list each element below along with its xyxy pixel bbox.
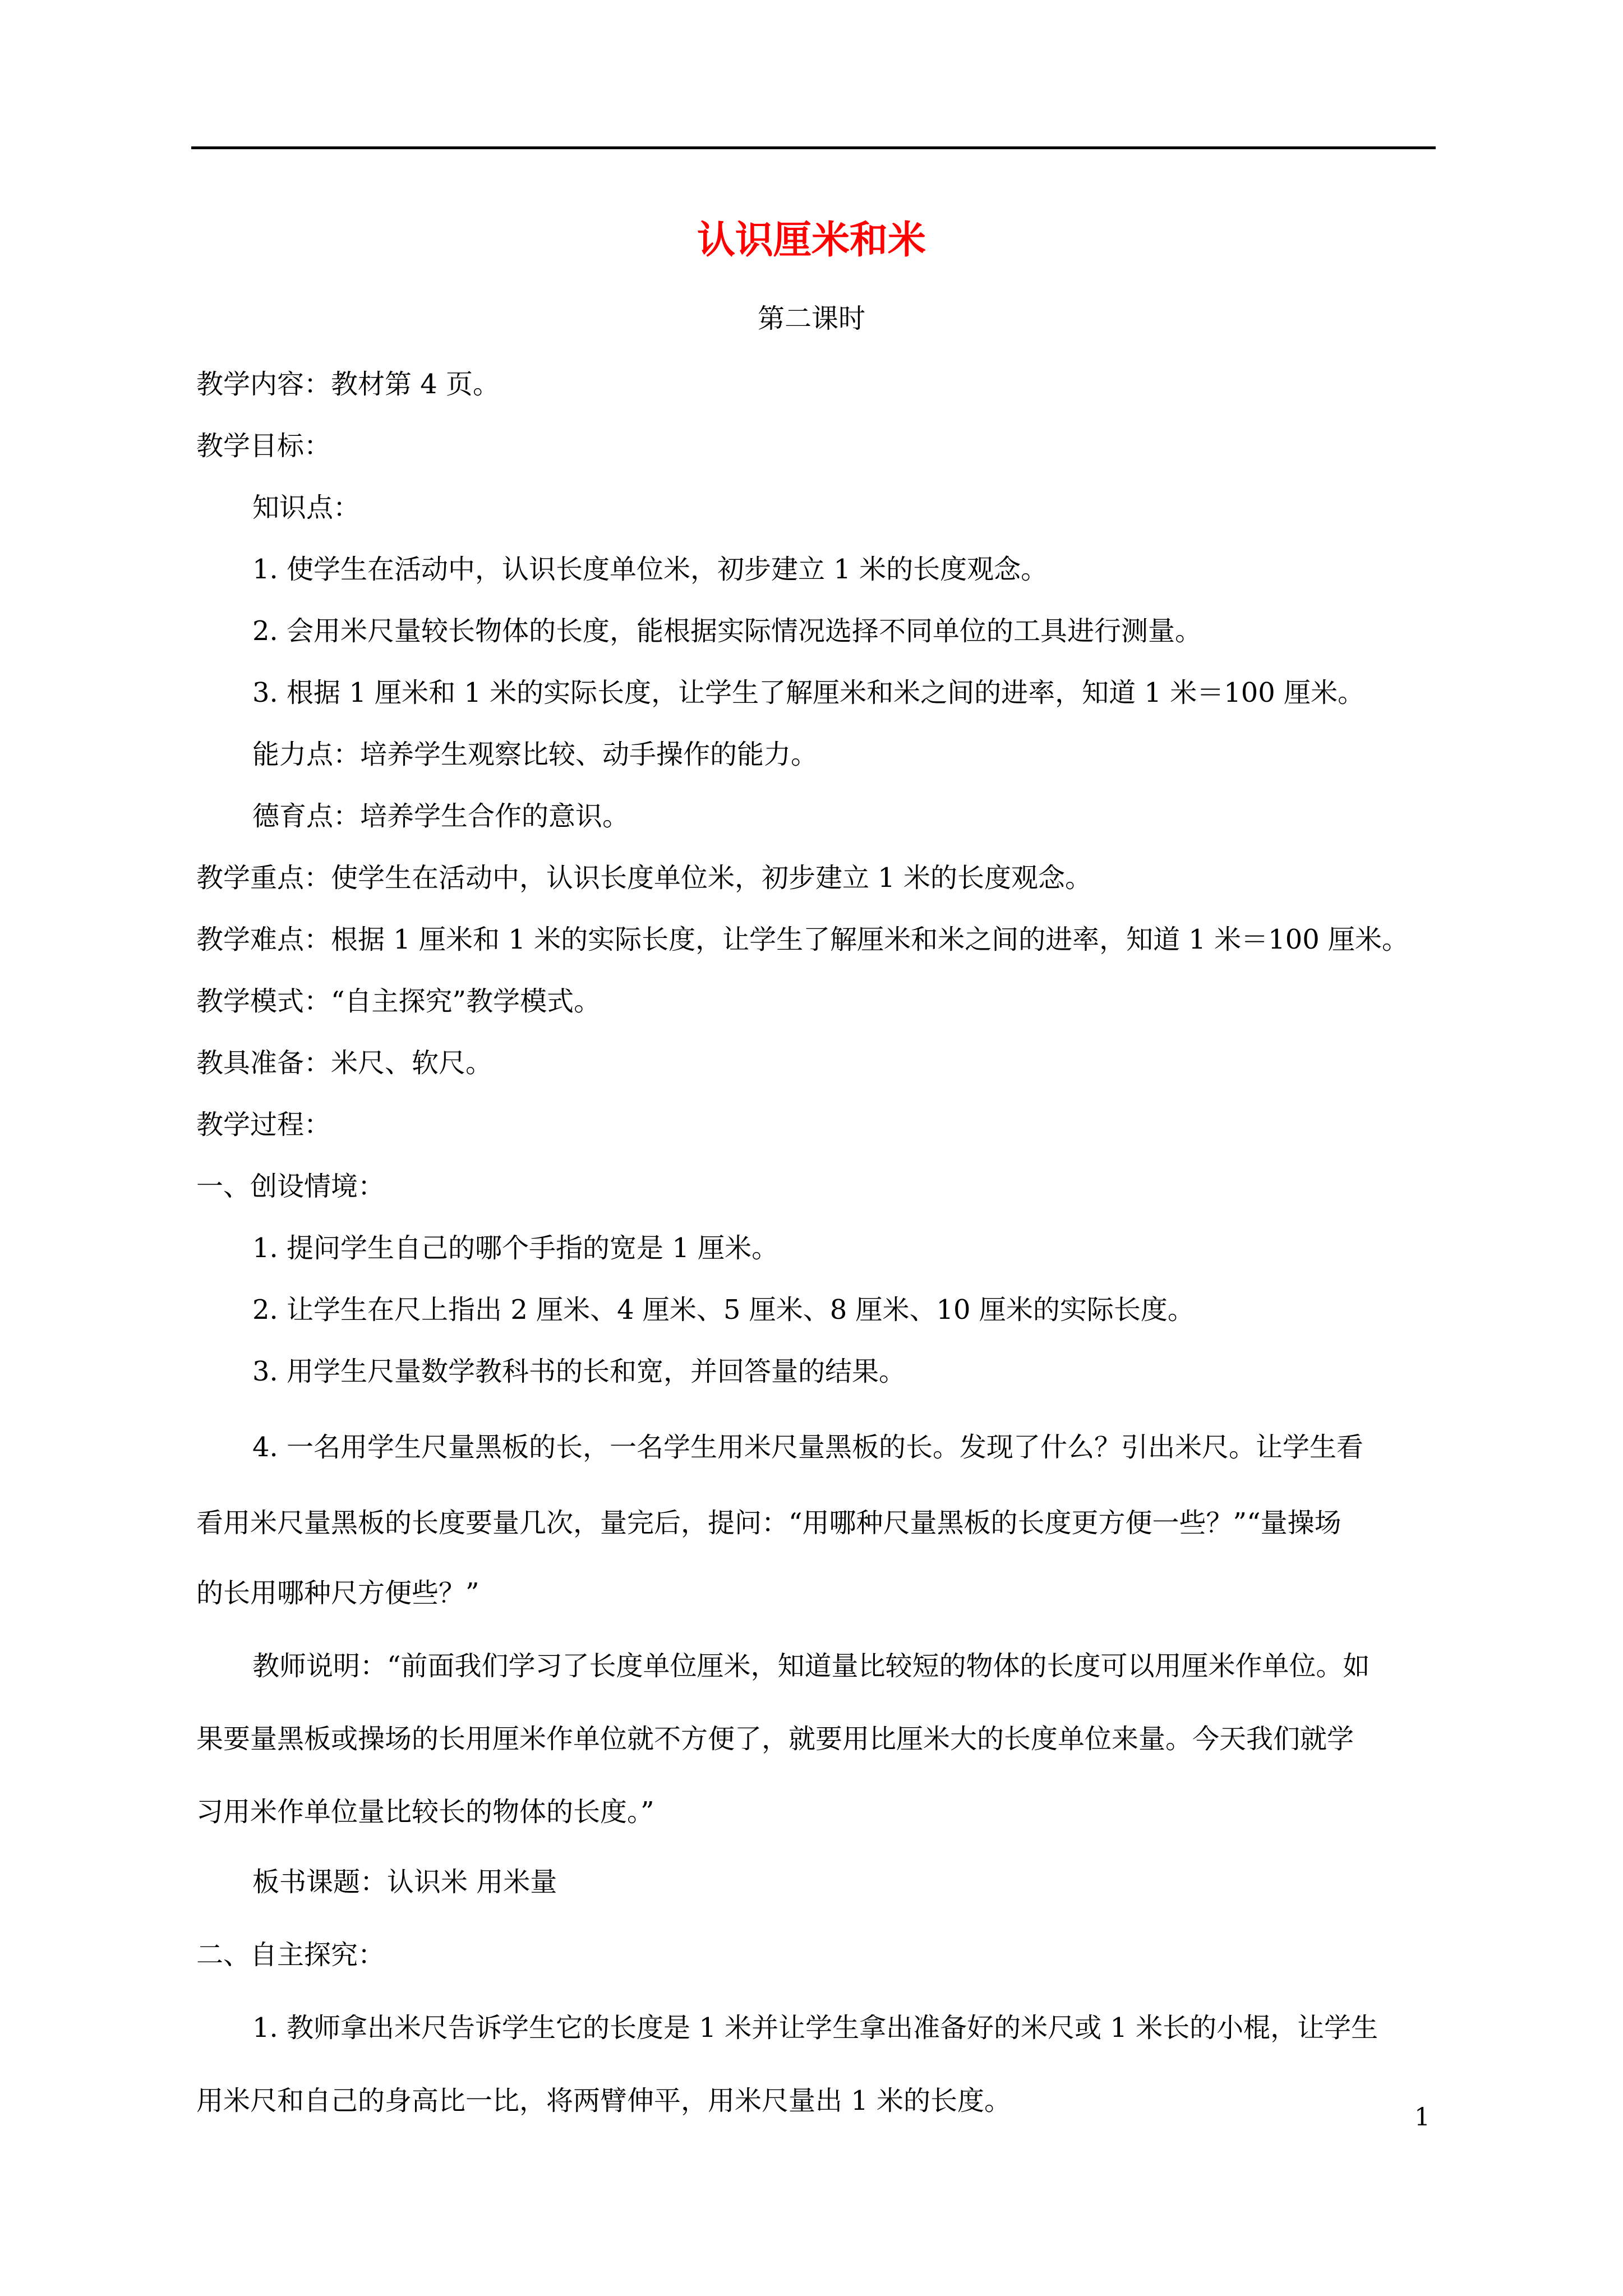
page-number: 1	[1414, 2103, 1430, 2132]
teaching-aids: 教具准备：米尺、软尺。	[196, 1047, 493, 1079]
teaching-content-line: 教学内容：教材第 4 页。	[196, 369, 500, 400]
teaching-mode: 教学模式：“自主探究”教学模式。	[196, 986, 601, 1017]
teaching-difficulty: 教学难点：根据 1 厘米和 1 米的实际长度，让学生了解厘米和米之间的进率，知道 1 米＝100 厘米。	[196, 924, 1409, 955]
section-1-item-4-line-3: 的长用哪种尺方便些？”	[196, 1577, 479, 1609]
teaching-process-heading: 教学过程：	[196, 1109, 331, 1140]
teacher-explanation-line-3: 习用米作单位量比较长的物体的长度。”	[196, 1796, 654, 1828]
knowledge-point-1: 1. 使学生在活动中，认识长度单位米，初步建立 1 米的长度观念。	[252, 554, 1048, 585]
teaching-goals-heading: 教学目标：	[196, 430, 331, 462]
section-1-item-2: 2. 让学生在尺上指出 2 厘米、4 厘米、5 厘米、8 厘米、10 厘米的实际长度。	[252, 1294, 1195, 1326]
knowledge-points-heading: 知识点：	[252, 492, 361, 523]
knowledge-point-3: 3. 根据 1 厘米和 1 米的实际长度，让学生了解厘米和米之间的进率，知道 1 米＝100 厘米。	[252, 677, 1365, 708]
section-1-item-4-line-1: 4. 一名用学生尺量黑板的长，一名学生用米尺量黑板的长。发现了什么？引出米尺。让学生看	[252, 1432, 1364, 1463]
board-title: 板书课题：认识米 用米量	[252, 1866, 557, 1898]
knowledge-point-2: 2. 会用米尺量较长物体的长度，能根据实际情况选择不同单位的工具进行测量。	[252, 615, 1202, 647]
document-subtitle: 第二课时	[757, 303, 865, 334]
document-title: 认识厘米和米	[697, 218, 926, 263]
teaching-focus: 教学重点：使学生在活动中，认识长度单位米，初步建立 1 米的长度观念。	[196, 862, 1092, 894]
section-1-item-1: 1. 提问学生自己的哪个手指的宽是 1 厘米。	[252, 1232, 779, 1264]
ability-point: 能力点：培养学生观察比较、动手操作的能力。	[252, 739, 818, 770]
moral-point: 德育点：培养学生合作的意识。	[252, 800, 630, 832]
section-1-item-3: 3. 用学生尺量数学教科书的长和宽，并回答量的结果。	[252, 1356, 906, 1387]
header-rule	[191, 146, 1436, 149]
teacher-explanation-line-1: 教师说明：“前面我们学习了长度单位厘米，知道量比较短的物体的长度可以用厘米作单位。如	[252, 1650, 1370, 1682]
section-2-item-1-line-1: 1. 教师拿出米尺告诉学生它的长度是 1 米并让学生拿出准备好的米尺或 1 米长的小棍，让学生	[252, 2012, 1378, 2044]
section-1-heading: 一、创设情境：	[196, 1171, 385, 1202]
section-2-item-1-line-2: 用米尺和自己的身高比一比，将两臂伸平，用米尺量出 1 米的长度。	[196, 2085, 1012, 2116]
teacher-explanation-line-2: 果要量黑板或操场的长用厘米作单位就不方便了，就要用比厘米大的长度单位来量。今天我们就学	[196, 1723, 1354, 1755]
section-1-item-4-line-2: 看用米尺量黑板的长度要量几次，量完后，提问：“用哪种尺量黑板的长度更方便一些？”“量操场	[196, 1507, 1341, 1539]
section-2-heading: 二、自主探究：	[196, 1939, 385, 1971]
